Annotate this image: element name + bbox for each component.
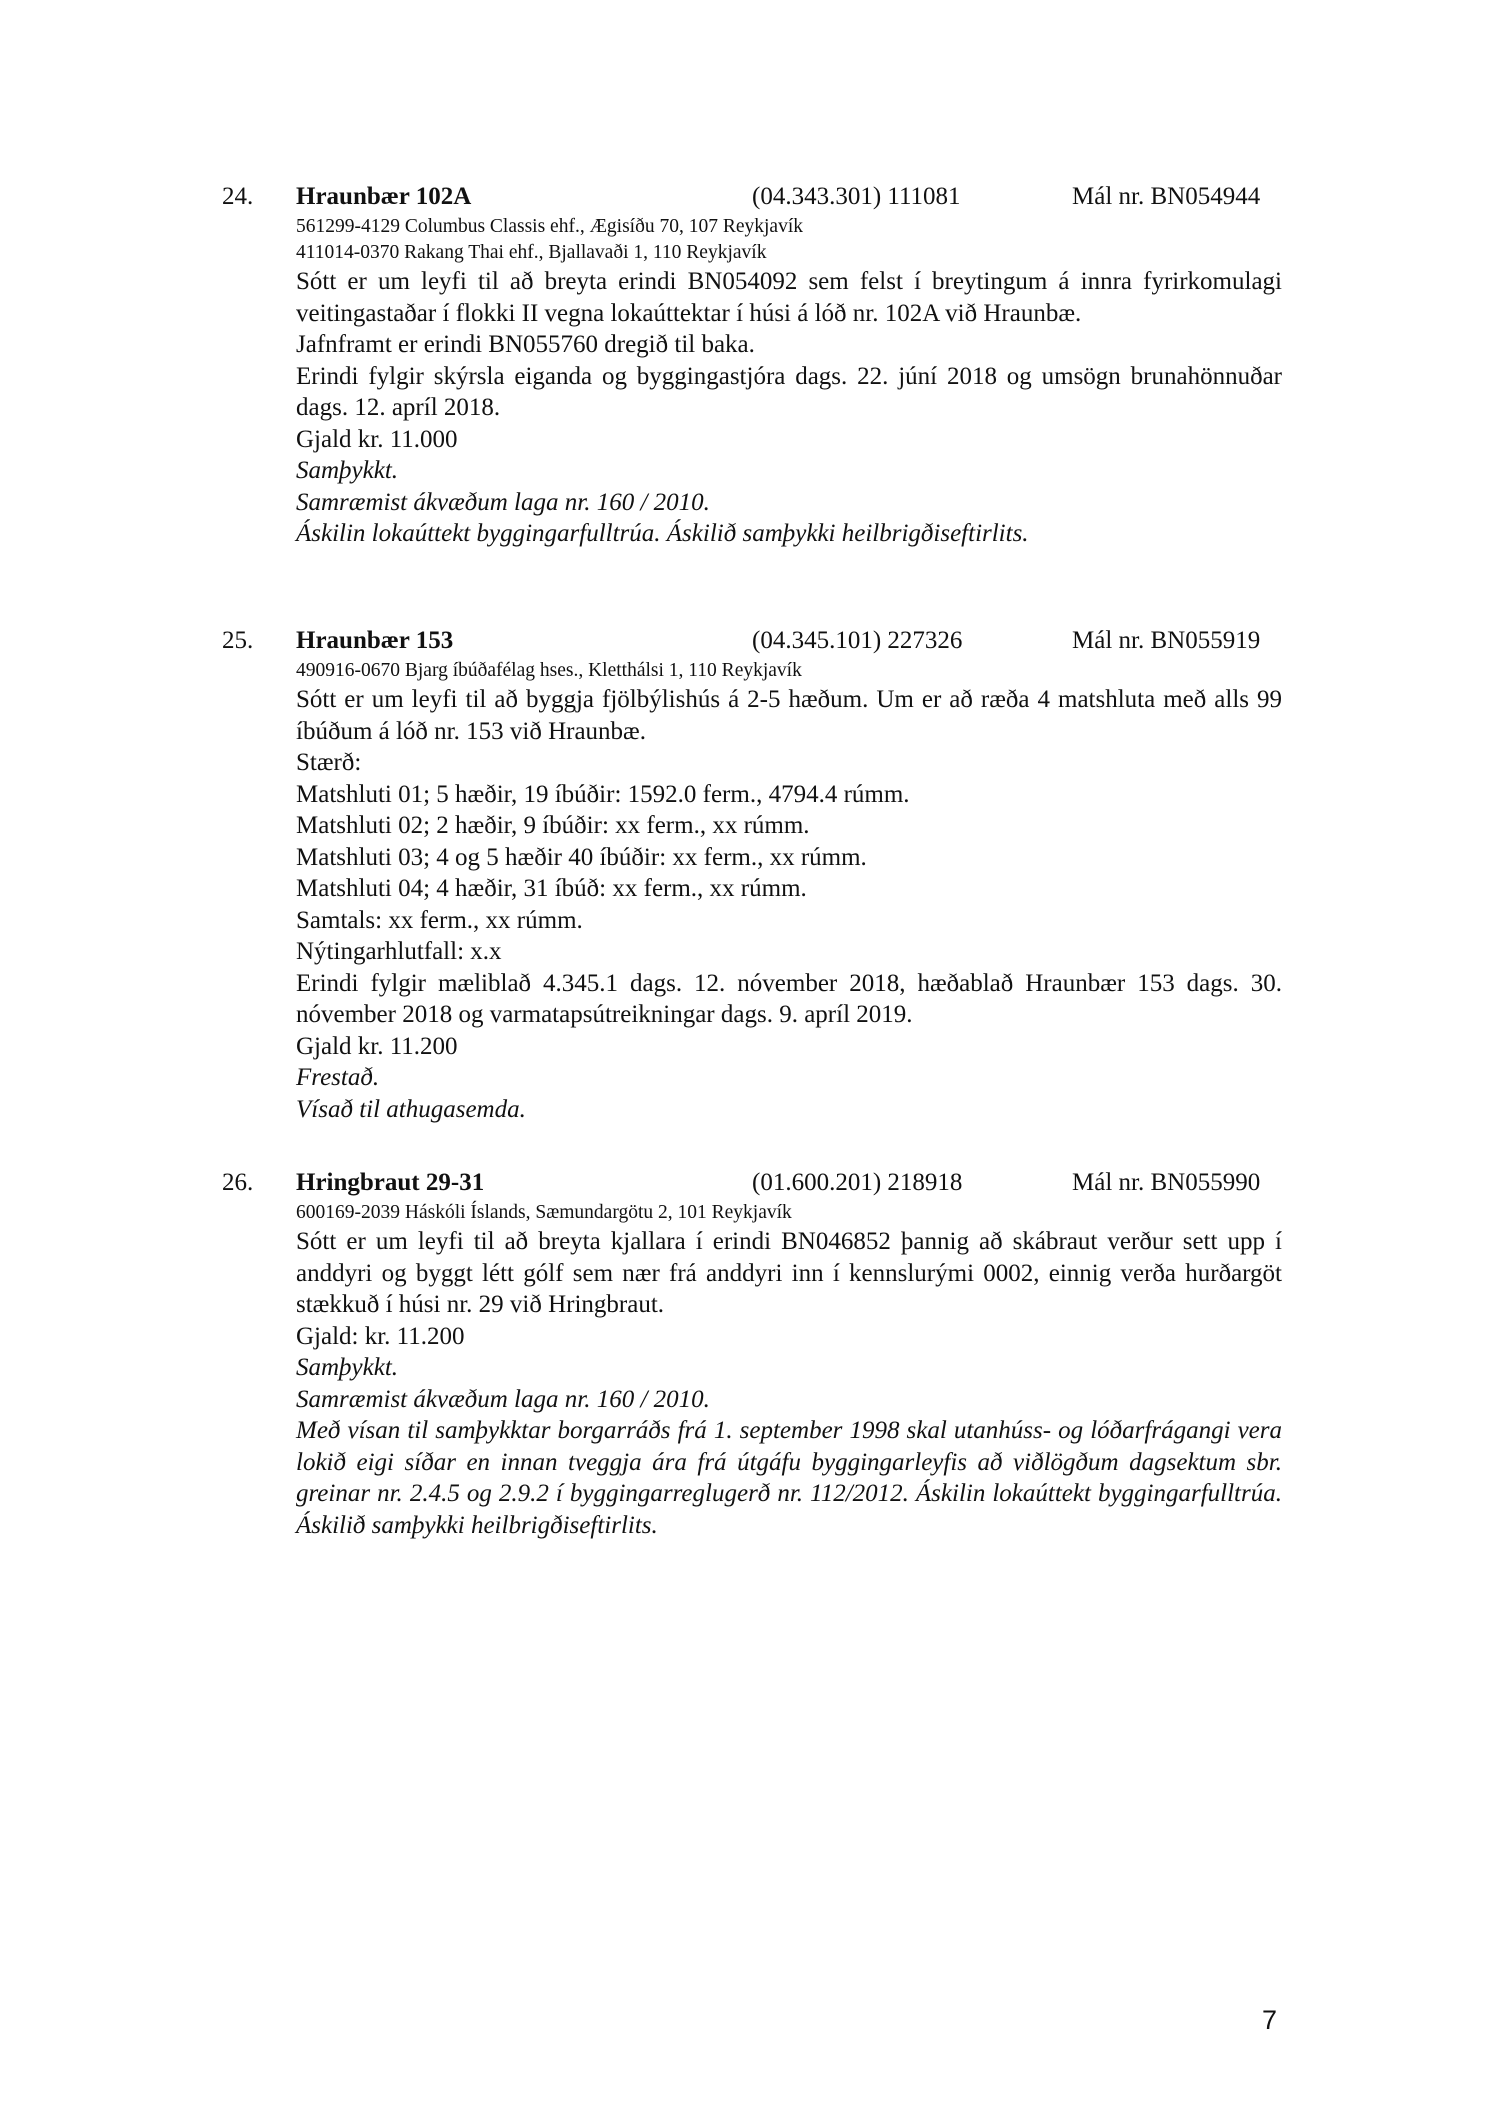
case-address: Hringbraut 29-31 <box>296 1169 485 1196</box>
case-address: Hraunbær 153 <box>296 627 454 654</box>
owner-line: 490916-0670 Bjarg íbúðafélag hses., Kletthálsi 1, 110 Reykjavík <box>296 660 802 681</box>
body-paragraph: Matshluti 01; 5 hæðir, 19 íbúðir: 1592.0 ferm., 4794.4 rúmm. <box>296 780 910 808</box>
land-number: (01.600.201) 218918 <box>752 1169 963 1196</box>
decision-line: Samþykkt. <box>296 457 399 484</box>
case-item-26 <box>222 1166 1282 1541</box>
body-paragraph: Matshluti 02; 2 hæðir, 9 íbúðir: xx ferm., xx rúmm. <box>296 812 810 839</box>
page-number: 7 <box>1262 2005 1278 2035</box>
case-header <box>222 624 1282 658</box>
case-id: Mál nr. BN055919 <box>1072 627 1261 654</box>
case-header <box>222 1166 1282 1200</box>
case-number: 24. <box>222 183 254 210</box>
case-id: Mál nr. BN055990 <box>1072 1169 1261 1196</box>
body-paragraph: Sótt er um leyfi til að byggja fjölbýlishús á 2-5 hæðum. Um er að ræða 4 matshluta með alls 99 íbúðum á lóð nr. 153 við Hraunbæ. <box>296 686 1282 745</box>
fee-line: Gjald kr. 11.200 <box>296 1032 458 1060</box>
case-item-25 <box>222 624 1282 1125</box>
decision-line: Samþykkt. <box>296 1354 399 1381</box>
decision-line: Áskilin lokaúttekt byggingarfulltrúa. Áskilið samþykki heilbrigðiseftirlits. <box>296 520 1029 547</box>
decision-line: Frestað. <box>296 1064 380 1091</box>
body-paragraph: Stærð: <box>296 749 362 776</box>
decision-line: Samræmist ákvæðum laga nr. 160 / 2010. <box>296 1385 710 1413</box>
case-number: 26. <box>222 1169 254 1196</box>
body-paragraph: Sótt er um leyfi til að breyta kjallara í erindi BN046852 þannig að skábraut verður sett upp í anddyri og byggt létt gólf sem nær frá anddyri inn í kennslurými 0002, einnig verða hurðargöt stækkuð í húsi nr. 29 við Hringbraut. <box>296 1228 1282 1318</box>
body-paragraph: Matshluti 03; 4 og 5 hæðir 40 íbúðir: xx ferm., xx rúmm. <box>296 843 867 871</box>
body-paragraph: Matshluti 04; 4 hæðir, 31 íbúð: xx ferm., xx rúmm. <box>296 875 807 902</box>
decision-line: Með vísan til samþykktar borgarráðs frá 1. september 1998 skal utanhúss- og lóðarfrágangi vera lokið eigi síðar en innan tveggja ára frá útgáfu byggingarleyfis að viðlögðum dagsektum sbr. greinar nr. 2.4.5 og 2.9.2 í byggingarreglugerð nr. 112/2012. Áskilin lokaúttekt byggingarfulltrúa. Áskilið samþykki heilbrigðiseftirlits. <box>296 1417 1282 1539</box>
fee-line: Gjald: kr. 11.200 <box>296 1322 465 1350</box>
land-number: (04.345.101) 227326 <box>752 627 963 654</box>
body-paragraph: Jafnframt er erindi BN055760 dregið til baka. <box>296 331 755 358</box>
owner-line: 411014-0370 Rakang Thai ehf., Bjallavaði 1, 110 Reykjavík <box>296 242 767 263</box>
case-id: Mál nr. BN054944 <box>1072 183 1261 210</box>
decision-line: Samræmist ákvæðum laga nr. 160 / 2010. <box>296 488 710 516</box>
owner-line: 600169-2039 Háskóli Íslands, Sæmundargötu 2, 101 Reykjavík <box>296 1202 792 1223</box>
decision-line: Vísað til athugasemda. <box>296 1095 526 1123</box>
case-item-24 <box>222 180 1282 550</box>
case-header <box>222 180 1282 214</box>
land-number: (04.343.301) 111081 <box>752 183 961 210</box>
body-paragraph: Sótt er um leyfi til að breyta erindi BN054092 sem felst í breytingum á innra fyrirkomulagi veitingastaðar í flokki II vegna lokaúttektar í húsi á lóð nr. 102A við Hraunbæ. <box>296 268 1282 327</box>
body-paragraph: Erindi fylgir mæliblað 4.345.1 dags. 12. nóvember 2018, hæðablað Hraunbær 153 dags. 30. nóvember 2018 og varmatapsútreikningar dags. 9. apríl 2019. <box>296 969 1282 1028</box>
case-number: 25. <box>222 627 254 654</box>
body-paragraph: Nýtingarhlutfall: x.x <box>296 938 502 965</box>
owner-line: 561299-4129 Columbus Classis ehf., Ægisíðu 70, 107 Reykjavík <box>296 216 803 237</box>
body-paragraph: Samtals: xx ferm., xx rúmm. <box>296 906 583 934</box>
fee-line: Gjald kr. 11.000 <box>296 425 458 453</box>
case-address: Hraunbær 102A <box>296 183 472 210</box>
body-paragraph: Erindi fylgir skýrsla eiganda og byggingastjóra dags. 22. júní 2018 og umsögn brunahönnuðar dags. 12. apríl 2018. <box>296 362 1282 421</box>
